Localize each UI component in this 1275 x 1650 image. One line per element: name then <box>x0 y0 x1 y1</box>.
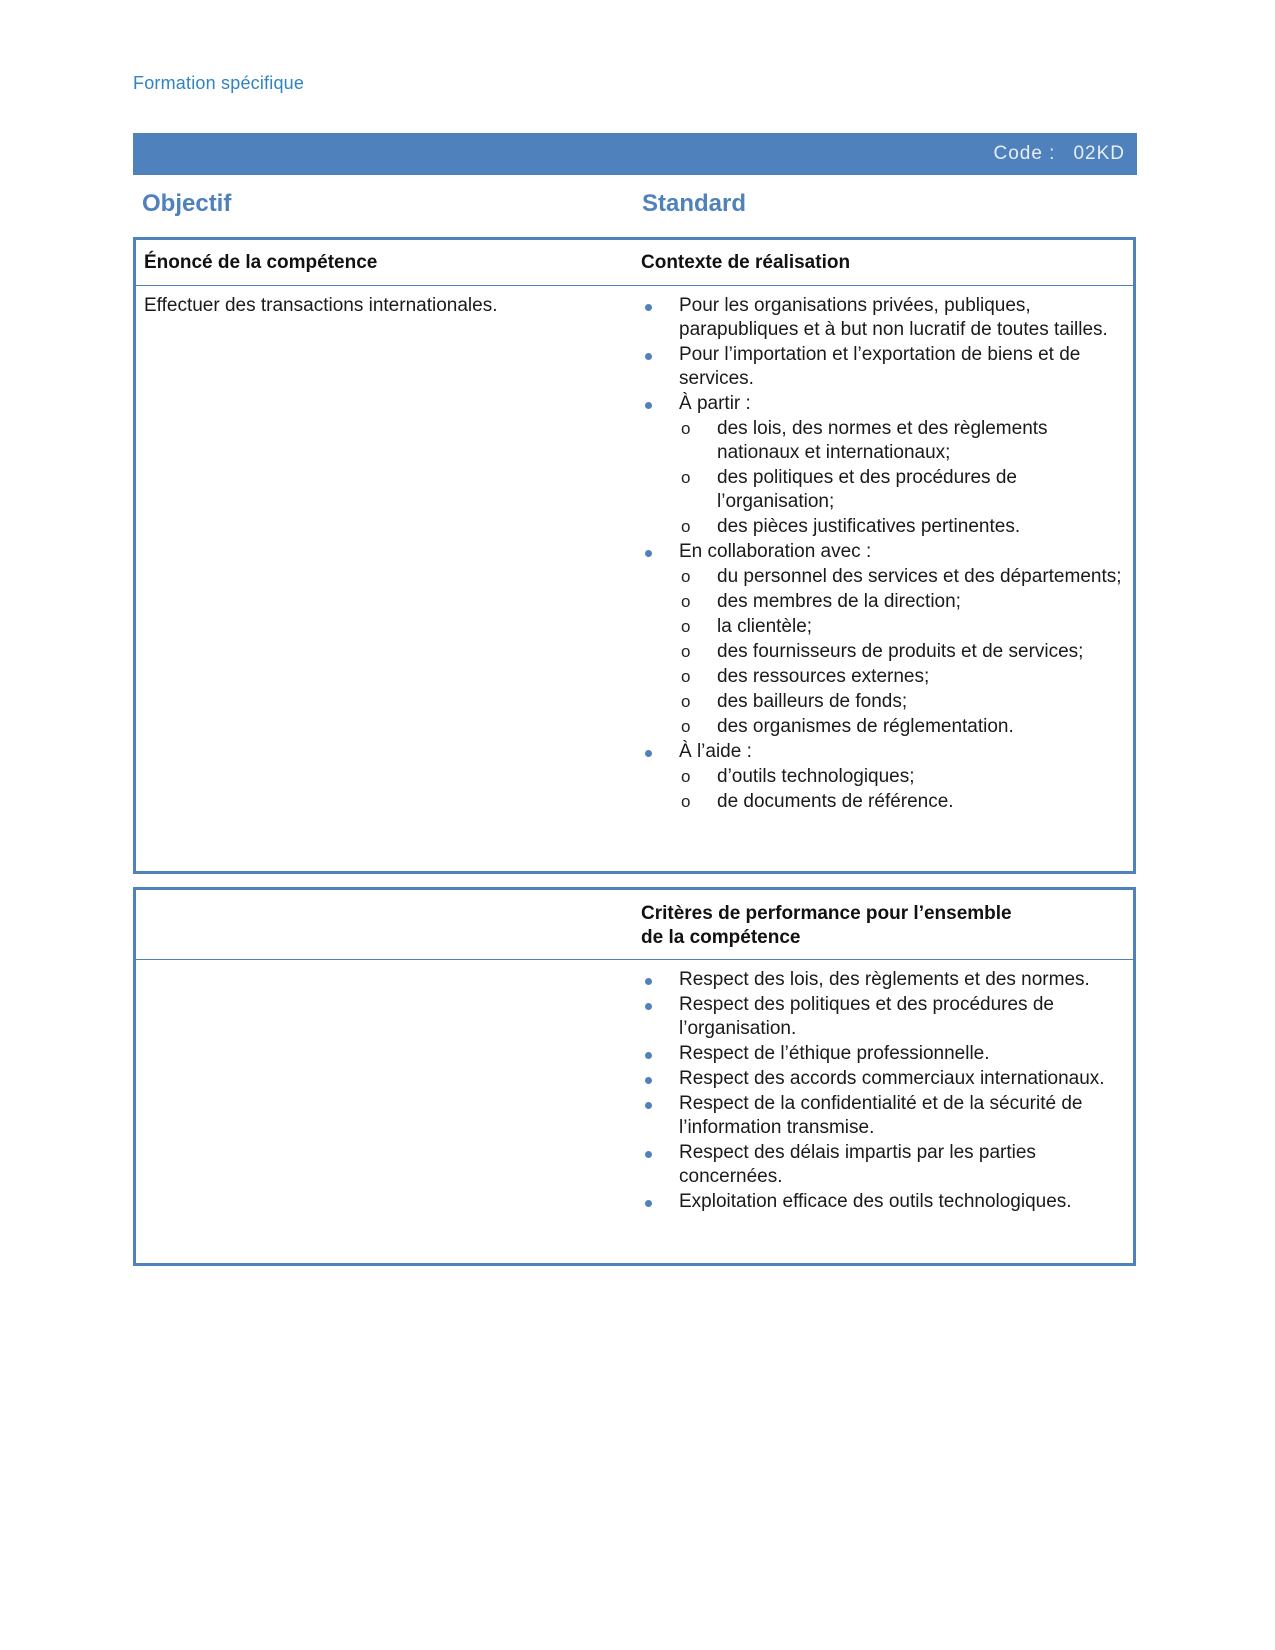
code-bar <box>133 133 1137 175</box>
sub-list-item: o de documents de référence. <box>679 790 1123 814</box>
enonce-header: Énoncé de la compétence <box>136 240 633 286</box>
sub-list-item: o des organismes de réglementation. <box>679 715 1123 739</box>
sub-list-item: o des bailleurs de fonds; <box>679 690 1123 714</box>
running-header: Formation spécifique <box>133 73 305 93</box>
list-item: Pour les organisations privées, publiques, parapubliques et à but non lucratif de toutes tailles. <box>641 294 1123 342</box>
list-item: Respect des accords commerciaux internationaux. <box>641 1067 1123 1091</box>
criteria-body <box>633 960 1133 1263</box>
sub-list-item: o des lois, des normes et des règlements nationaux et internationaux; <box>679 417 1123 465</box>
criteria-header-line2: de la compétence <box>641 927 801 948</box>
sub-list-item: o d’outils technologiques; <box>679 765 1123 789</box>
contexte-header: Contexte de réalisation <box>633 240 1133 286</box>
list-item: Respect de l’éthique professionnelle. <box>641 1042 1123 1066</box>
sub-list-item: o des ressources externes; <box>679 665 1123 689</box>
sub-list <box>679 565 1123 739</box>
list-item-label: À l’aide : <box>679 741 752 762</box>
context-table <box>133 237 1136 874</box>
list-item: Respect de la confidentialité et de la sécurité de l’information transmise. <box>641 1092 1123 1140</box>
criteria-table <box>133 887 1136 1266</box>
sub-list <box>679 417 1123 539</box>
criteria-left-body <box>136 960 633 1263</box>
list-item-label: À partir : <box>679 393 751 414</box>
list-item: Pour l’importation et l’exportation de biens et de services. <box>641 343 1123 391</box>
contexte-body <box>633 286 1133 871</box>
sub-list-item: o des politiques et des procédures de l’organisation; <box>679 466 1123 514</box>
sub-list-item: o des pièces justificatives pertinentes. <box>679 515 1123 539</box>
criteria-list <box>641 968 1123 1214</box>
sub-list-item: o des fournisseurs de produits et de services; <box>679 640 1123 664</box>
objectif-title: Objectif <box>142 190 232 217</box>
list-item-label: En collaboration avec : <box>679 541 872 562</box>
contexte-list <box>641 294 1123 814</box>
list-item: Respect des délais impartis par les parties concernées. <box>641 1141 1123 1189</box>
sub-list-item: o des membres de la direction; <box>679 590 1123 614</box>
standard-title: Standard <box>642 190 747 217</box>
criteria-header <box>633 890 1133 960</box>
sub-list-item: o du personnel des services et des départements; <box>679 565 1123 589</box>
code-value: 02KD <box>1073 143 1125 164</box>
sub-list <box>679 765 1123 814</box>
code-label: Code : <box>993 143 1056 164</box>
list-item: Respect des politiques et des procédures de l’organisation. <box>641 993 1123 1041</box>
criteria-left-header <box>136 890 633 960</box>
criteria-header-line1: Critères de performance pour l’ensemble <box>641 903 1012 924</box>
list-item <box>641 740 1123 814</box>
list-item <box>641 540 1123 739</box>
list-item: Respect des lois, des règlements et des normes. <box>641 968 1123 992</box>
enonce-body: Effectuer des transactions internationales. <box>144 295 498 316</box>
list-item <box>641 392 1123 539</box>
sub-list-item: o la clientèle; <box>679 615 1123 639</box>
list-item: Exploitation efficace des outils technologiques. <box>641 1190 1123 1214</box>
